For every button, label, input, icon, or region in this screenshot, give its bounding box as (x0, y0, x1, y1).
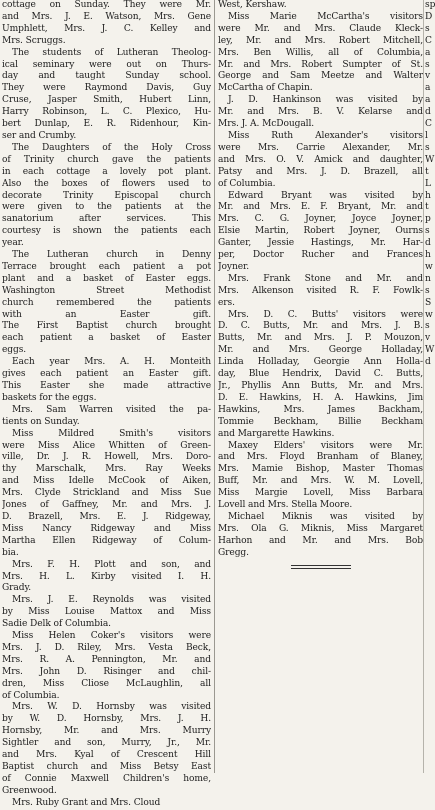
article-paragraph (2, 405, 211, 429)
clipped-text-fragment: a (425, 83, 431, 94)
text-line: Martha Ellen Ridgeway of Colum- (2, 535, 211, 546)
clipped-text-fragment: s (425, 321, 430, 332)
text-line: ley, Mr. and Mrs. Robert Mitchell, (218, 35, 423, 46)
text-line: Mrs. J. D. Riley, Mrs. Vesta Beck, (2, 642, 211, 653)
article-paragraph (218, 441, 423, 512)
clipped-text-fragment: t (425, 202, 429, 213)
text-line: were Mr. and Mrs. Claude Kleck- (218, 23, 423, 34)
text-line: Grady. (2, 583, 32, 594)
text-line: Butts, Mr. and Mrs. J. P. Mouzon, (218, 333, 423, 344)
text-line: Miss Nancy Ridgeway and Miss (2, 523, 211, 534)
text-line: day, Blue Hendrix, David C. Butts, (218, 369, 423, 380)
text-line: Maxey Elders' visitors were Mr. (228, 440, 423, 451)
text-line: Mrs. H. L. Kirby visited I. H. (2, 571, 211, 582)
article-paragraph (2, 143, 211, 250)
text-line: Ganter, Jessie Hastings, Mr. Har- (218, 238, 423, 249)
clipped-text-fragment: C (425, 35, 432, 46)
text-line: Miss Margie Lovell, Miss Barbara (218, 488, 423, 499)
clipped-text-fragment: v (425, 71, 431, 82)
text-line: Tommie Beckham, Billie Beckham (218, 416, 423, 427)
article-paragraph (218, 12, 423, 95)
text-line: ser and Crumby. (2, 130, 77, 141)
middle-column (218, 0, 423, 569)
text-line: The First Baptist church brought (2, 321, 211, 332)
text-line: D. Brazell, Mrs. E. J. Ridgeway, (2, 511, 211, 522)
clipped-text-fragment: v (425, 333, 431, 344)
text-line: Hawkins, Mrs. James Backham, (218, 404, 423, 415)
text-line: Mrs. Ruby Grant and Mrs. Cloud (12, 797, 161, 808)
text-line: Mr. and Mrs. B. V. Kelarse and (218, 107, 423, 118)
text-line: The students of Lutheran Theolog- (12, 47, 211, 58)
text-line: with an Easter gift. (2, 309, 211, 320)
text-line: Baptist church and Miss Betsy East (2, 762, 211, 772)
text-line: Jones of Gaffney, Mr. and Mrs. J. (2, 500, 211, 511)
article-paragraph (218, 95, 423, 131)
text-line: J. D. Hankinson was visited by (228, 95, 423, 106)
article-paragraph (2, 0, 211, 48)
text-line: Edward Bryant was visited by (228, 190, 423, 201)
text-line: Mr. and Mrs. E. F. Bryant, Mr. and (218, 202, 423, 213)
clipped-text-fragment: w (425, 261, 433, 272)
text-line: of Connie Maxwell Children's home, (2, 773, 211, 784)
text-line: eggs. (2, 345, 27, 356)
text-line: Each year Mrs. A. H. Monteith (12, 357, 211, 368)
text-line: tients on Sunday. (2, 416, 80, 427)
text-line: courtesy is shown the patients each (2, 226, 211, 237)
text-line: and Mrs. O. V. Amick and daughter, (218, 154, 423, 165)
text-line: each patient a basket of Easter (2, 333, 211, 344)
text-line: Hornsby, Mr. and Mrs. Murry (2, 726, 211, 737)
text-line: gives each patient an Easter gift. (2, 369, 211, 380)
text-line: This Easter she made attractive (2, 381, 211, 391)
text-line: Elsie Martin, Robert Joyner, Ourns (218, 226, 423, 237)
text-line: Mrs. F. H. Plott and son, and (12, 559, 211, 570)
text-line: and Mrs. J. E. Watson, Mrs. Gene (2, 11, 211, 22)
clipped-text-fragment: a (425, 95, 431, 106)
text-line: McCartha of Chapin. (218, 83, 313, 94)
text-line: day and taught Sunday school. (2, 71, 211, 82)
text-line: Cruse, Jasper Smith, Hubert Linn, (2, 95, 211, 106)
article-paragraph (2, 631, 211, 702)
text-line: The Lutheran church in Denny (12, 250, 211, 261)
text-line: Jr., Phyllis Ann Butts, Mr. and Mrs. (218, 381, 423, 391)
article-paragraph (218, 0, 423, 12)
text-line: Miss Mildred Smith's visitors (12, 428, 211, 439)
text-line: ical seminary were out on Thurs- (2, 59, 211, 70)
text-line: of Columbia. (2, 690, 60, 701)
text-line: by W. D. Hornsby, Mrs. J. H. (2, 714, 211, 725)
article-paragraph (2, 357, 211, 405)
text-line: D. C. Butts, Mr. and Mrs. J. B. (218, 321, 423, 332)
text-line: by Miss Louise Mattox and Miss (2, 607, 211, 618)
text-line: bert Dunlap, E. R. Ridenhour, Kin- (2, 119, 211, 130)
text-line: ville, Dr. J. R. Howell, Mrs. Doro- (2, 452, 211, 463)
article-paragraph (218, 274, 423, 310)
clipped-text-fragment: d (425, 107, 431, 118)
text-line: ers. (218, 297, 235, 308)
clipped-text-fragment: w (425, 309, 433, 320)
text-line: Mrs. John D. Risinger and chil- (2, 666, 211, 677)
text-line: Joyner. (218, 261, 250, 272)
text-line: Mr. and Mrs. Robert Sumpter of St. (218, 59, 423, 70)
article-paragraph (2, 595, 211, 631)
text-line: bia. (2, 547, 19, 558)
text-line: Miss Ruth Alexander's visitors (228, 130, 423, 141)
clipped-text-fragment: s (425, 142, 430, 153)
text-line: were Mrs. Carrie Alexander, Mr. (218, 142, 423, 153)
text-line: Linda Holladay, Georgie Ann Holla- (218, 357, 423, 368)
text-line: Mrs. Frank Stone and Mr. and (228, 273, 423, 284)
text-line: D. E. Hawkins, H. A. Hawkins, Jim (218, 392, 423, 403)
clipped-text-fragment: L (425, 178, 431, 189)
clipped-text-fragment: n (425, 273, 431, 284)
text-line: baskets for the eggs. (2, 392, 97, 403)
text-line: Miss Helen Coker's visitors were (12, 631, 211, 642)
clipped-text-fragment: W (425, 154, 435, 165)
text-line: Also the boxes of flowers used to (2, 178, 211, 189)
text-line: Buff, Mr. and Mrs. W. M. Lovell, (218, 476, 423, 487)
text-line: and Mrs. Floyd Branham of Blaney, (218, 452, 423, 463)
clipped-text-fragment: W (425, 345, 435, 356)
clipped-text-fragment: d (425, 357, 431, 368)
text-line: of Trinity church gave the patients (2, 154, 211, 165)
text-line: Sadie Delk of Columbia. (2, 619, 111, 630)
text-line: and Miss Idelle McCook of Aiken, (2, 476, 211, 487)
clipped-text-fragment: p (425, 214, 431, 225)
text-line: The Daughters of the Holy Cross (12, 142, 211, 153)
text-line: They were Raymond Davis, Guy (2, 83, 211, 94)
text-line: Mrs. J. A. McDougall. (218, 119, 315, 130)
text-line: Mrs. Mamie Bishop, Master Thomas (218, 464, 423, 475)
text-line: George and Sam Meetze and Walter (218, 71, 423, 82)
text-line: Mrs. Scruggs. (2, 35, 66, 46)
text-line: of Columbia. (218, 178, 276, 189)
text-line: Mrs. Clyde Strickland and Miss Sue (2, 488, 211, 499)
text-line: and Mrs. Kyal of Crescent Hill (2, 750, 211, 761)
clipped-text-fragment: t (425, 166, 429, 177)
clipped-text-fragment: s (425, 226, 430, 237)
text-line: Mrs. D. C. Butts' visitors were (228, 309, 423, 320)
clipped-text-fragment: s (425, 285, 430, 296)
clipped-text-fragment: h (425, 250, 431, 261)
text-line: Umphlett, Mrs. J. C. Kelley and (2, 23, 211, 34)
text-line: decorate Trinity Episcopal church (2, 190, 211, 201)
text-line: year. (2, 238, 24, 249)
clipped-text-fragment: D (425, 11, 433, 22)
clipped-text-fragment: a (425, 47, 431, 58)
text-line: Mr. and Mrs. George Holladay, (218, 345, 423, 356)
text-line: sanatorium after services. This (2, 214, 211, 225)
article-end-rule (291, 565, 351, 569)
text-line: Mrs. Sam Warren visited the pa- (12, 404, 211, 415)
text-line: per, Doctor Rucher and Frances (218, 250, 423, 261)
text-line: were Miss Alice Whitten of Green- (2, 440, 211, 451)
text-line: Washington Street Methodist (2, 285, 211, 296)
text-line: Lovell and Mrs. Stella Moore. (218, 500, 353, 511)
text-line: Mrs. C. G. Joyner, Joyce Joyner, (218, 214, 423, 225)
text-line: Mrs. Alkenson visited R. F. Fowlk- (218, 285, 423, 296)
column-rule-right (423, 0, 424, 773)
clipped-text-fragment: sp (425, 0, 435, 10)
text-line: plant and a basket of Easter eggs. (2, 273, 211, 284)
text-line: Sightler and son, Murry, Jr., Mr. (2, 738, 211, 749)
text-line: dren, Miss Cliose McLaughlin, all (2, 678, 211, 689)
right-column-edge (425, 0, 435, 369)
article-paragraph (2, 560, 211, 596)
text-line: and Margarette Hawkins. (218, 428, 335, 439)
text-line: Mrs. Ola G. Miknis, Miss Margaret (218, 523, 423, 534)
text-line: Terrace brought each patient a pot (2, 261, 211, 272)
text-line: in each cottage a lovely pot plant. (2, 166, 211, 177)
text-line: West, Kershaw. (218, 0, 287, 10)
clipped-text-fragment: l (425, 130, 428, 141)
article-paragraph (2, 798, 211, 810)
left-column (2, 0, 211, 810)
article-paragraph (218, 131, 423, 191)
article-paragraph (218, 310, 423, 441)
article-paragraph (2, 250, 211, 357)
text-line: Greenwood. (2, 785, 57, 796)
clipped-text-fragment: h (425, 190, 431, 201)
article-paragraph (2, 48, 211, 143)
text-line: Mrs. J. E. Reynolds was visited (12, 595, 211, 606)
text-line: church remembered the patients (2, 297, 211, 308)
clipped-text-fragment: S (425, 297, 432, 308)
clipped-text-fragment: s (425, 59, 430, 70)
article-paragraph (2, 429, 211, 560)
text-line: Gregg. (218, 547, 249, 558)
text-line: thy Marschalk, Mrs. Ray Weeks (2, 464, 211, 475)
text-line: were given to the patients at the (2, 202, 211, 213)
text-line: Mrs. Ben Willis, all of Columbia, (218, 47, 423, 58)
clipped-text-fragment: C (425, 119, 432, 130)
clipped-text-fragment: s (425, 23, 430, 34)
text-line: Harhon and Mr. and Mrs. Bob (218, 535, 423, 546)
text-line: Mrs. W. D. Hornsby was visited (12, 702, 211, 713)
clipped-text-fragment: d (425, 238, 431, 249)
article-paragraph (2, 702, 211, 797)
article-paragraph (218, 191, 423, 274)
text-line: Miss Marie McCartha's visitors (228, 11, 423, 22)
text-line: Harry Robinson, L. C. Plexico, Hu- (2, 107, 211, 118)
text-line: Michael Miknis was visited by (228, 511, 423, 522)
column-rule (214, 0, 215, 773)
article-paragraph (218, 512, 423, 560)
text-line: Mrs. R. A. Pennington, Mr. and (2, 654, 211, 665)
text-line: cottage on Sunday. They were Mr. (2, 0, 211, 10)
text-line: Patsy and Mrs. J. D. Brazell, all (218, 166, 423, 177)
